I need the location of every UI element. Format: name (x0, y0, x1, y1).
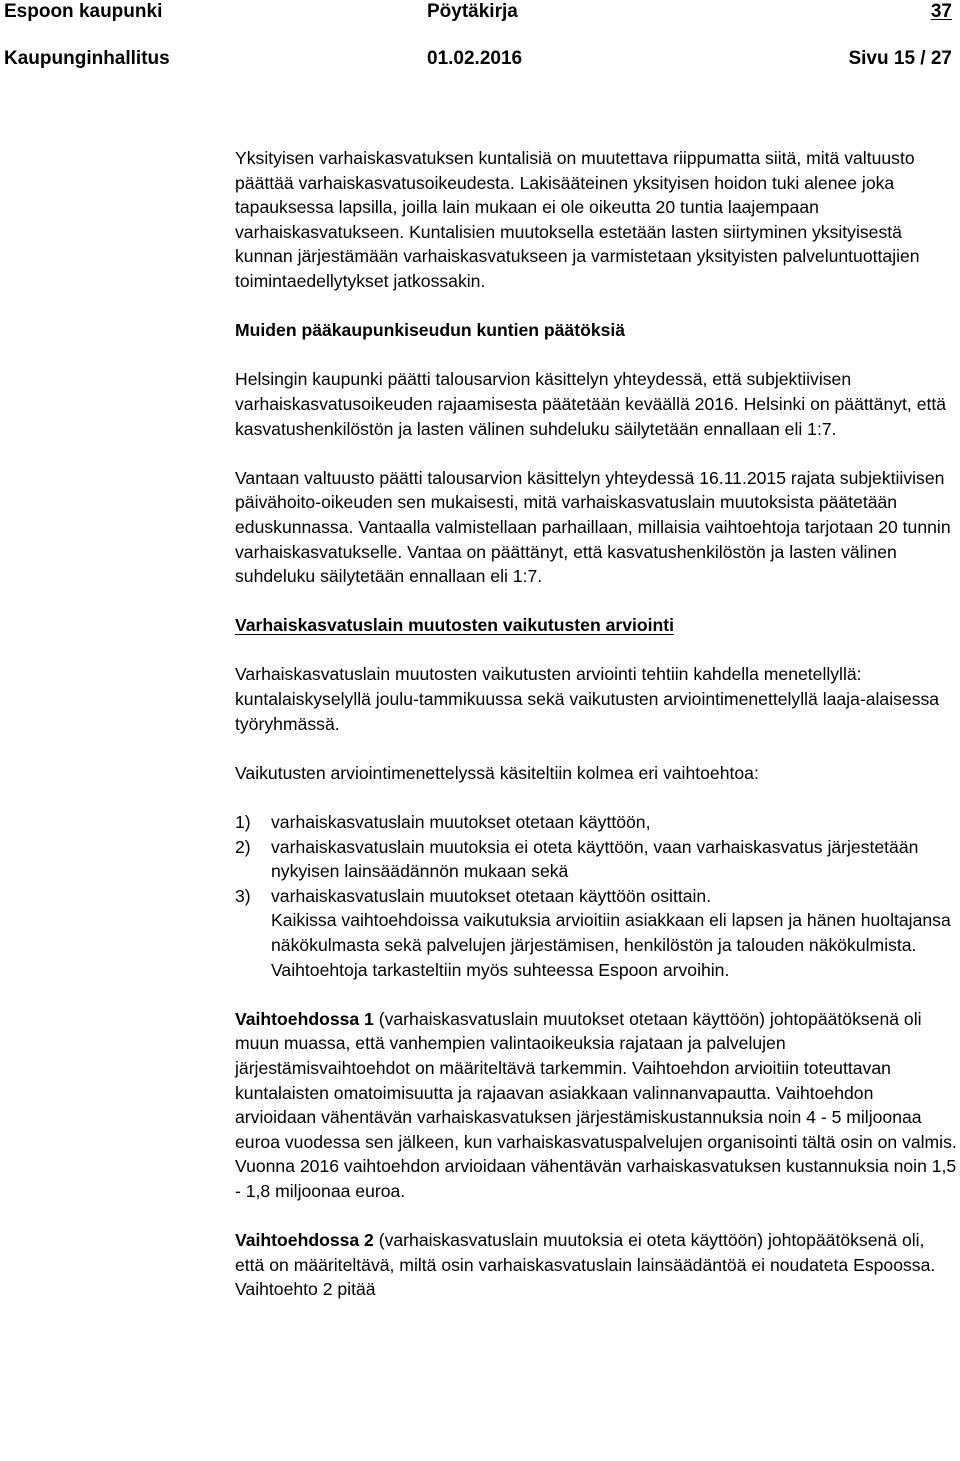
list-note: Kaikissa vaihtoehdoissa vaikutuksia arvioitiin asiakkaan eli lapsen ja hänen huoltajansa näkökulmasta sekä palvelujen järjestämisen, henkilöstön ja talouden näkökulmista. Vaihtoehtoja tarkasteltiin myös suhteessa Espoon arvoihin. (271, 910, 951, 980)
alternatives-list (235, 810, 957, 982)
list-item: 3) varhaiskasvatuslain muutokset otetaan käyttöön osittain. (235, 885, 712, 906)
document-body (235, 146, 957, 1327)
paragraph-kuntalisat: Yksityisen varhaiskasvatuksen kuntalisiä on muutettava riippumatta siitä, mitä valtuusto päättää varhaiskasvatusoikeudesta. Lakisääteinen yksityisen hoidon tuki alenee joka tapauksessa lapsilla, joilla lain mukaan ei ole oikeutta 20 tuntia laajempaan varhaiskasvatukseen. Kuntalisien muutoksella estetään lasten siirtyminen yksityisestä kunnan järjestämään varhaiskasvatukseen ja varmistetaan yksityisten palveluntuottajien toimintaedellytykset jatkossakin. (235, 148, 920, 291)
heading-other-municipalities: Muiden pääkaupunkiseudun kuntien päätöksiä (235, 320, 626, 341)
paragraph-helsinki: Helsingin kaupunki päätti talousarvion käsittelyn yhteydessä, että subjektiivisen varhaiskasvatusoikeuden rajaamisesta päätetään keväällä 2016. Helsinki on päättänyt, että kasvatushenkilöstön ja lasten välinen suhdeluku säilytetään ennallaan eli 1:7. (235, 369, 947, 439)
header-page: Sivu 15 / 27 (848, 48, 952, 69)
paragraph-alternative-2: Vaihtoehdossa 2 (varhaiskasvatuslain muutoksia ei oteta käyttöön) johtopäätöksenä oli, että on määriteltävä, miltä osin varhaiskasvatuslain lainsäädäntöä ei noudateta Espoossa. Vaihtoehto 2 pitää (235, 1230, 936, 1300)
list-item: 1) varhaiskasvatuslain muutokset otetaan käyttöön, (235, 812, 651, 833)
header-city: Espoon kaupunki (4, 1, 163, 22)
header-date: 01.02.2016 (427, 48, 523, 69)
paragraph-alternative-1: Vaihtoehdossa 1 (varhaiskasvatuslain muutokset otetaan käyttöön) johtopäätöksenä oli muun muassa, että vanhempien valintaoikeuksia rajataan ja palvelujen järjestämisvaihtoehdot on määriteltävä tarkemmin. Vaihtoehdon arvioitiin toteuttavan kuntalaisten omatoimisuutta ja rajaavan asiakkaan valinnanvapautta. Vaihtoehdon arvioidaan vähentävän varhaiskasvatuksen järjestämiskustannuksia noin 4 - 5 miljoonaa euroa vuodessa sen jälkeen, kun varhaiskasvatuspalvelujen organisointi tältä osin on valmis. Vuonna 2016 vaihtoehdon arvioidaan vähentävän varhaiskasvatuksen kustannuksia noin 1,5 - 1,8 miljoonaa euroa. (235, 1008, 957, 1201)
header-doc-type: Pöytäkirja (427, 1, 518, 22)
header-section-number: 37 (930, 1, 952, 22)
paragraph-alternatives-intro: Vaikutusten arviointimenettelyssä käsiteltiin kolmea eri vaihtoehtoa: (235, 762, 759, 783)
heading-impact-assessment: Varhaiskasvatuslain muutosten vaikutusten arviointi (235, 615, 675, 636)
list-item: 2) varhaiskasvatuslain muutoksia ei oteta käyttöön, vaan varhaiskasvatus järjestetään nykyisen lainsäädännön mukaan sekä (235, 836, 919, 882)
paragraph-assessment-methods: Varhaiskasvatuslain muutosten vaikutusten arviointi tehtiin kahdella menetellyllä: kuntalaiskyselyllä joulu-tammikuussa sekä vaikutusten arviointimenettelyllä laaja-alaisessa työryhmässä. (235, 664, 940, 734)
header-board: Kaupunginhallitus (4, 48, 170, 69)
paragraph-vantaa: Vantaan valtuusto päätti talousarvion käsittelyn yhteydessä 16.11.2015 rajata subjektiivisen päivähoito-oikeuden sen mukaisesti, mitä varhaiskasvatuslain muutoksista päätetään eduskunnassa. Vantaalla valmistellaan parhaillaan, millaisia vaihtoehtoja tarjotaan 20 tunnin varhaiskasvatukselle. Vantaa on päättänyt, että kasvatushenkilöstön ja lasten välinen suhdeluku säilytetään ennallaan eli 1:7. (235, 467, 951, 587)
